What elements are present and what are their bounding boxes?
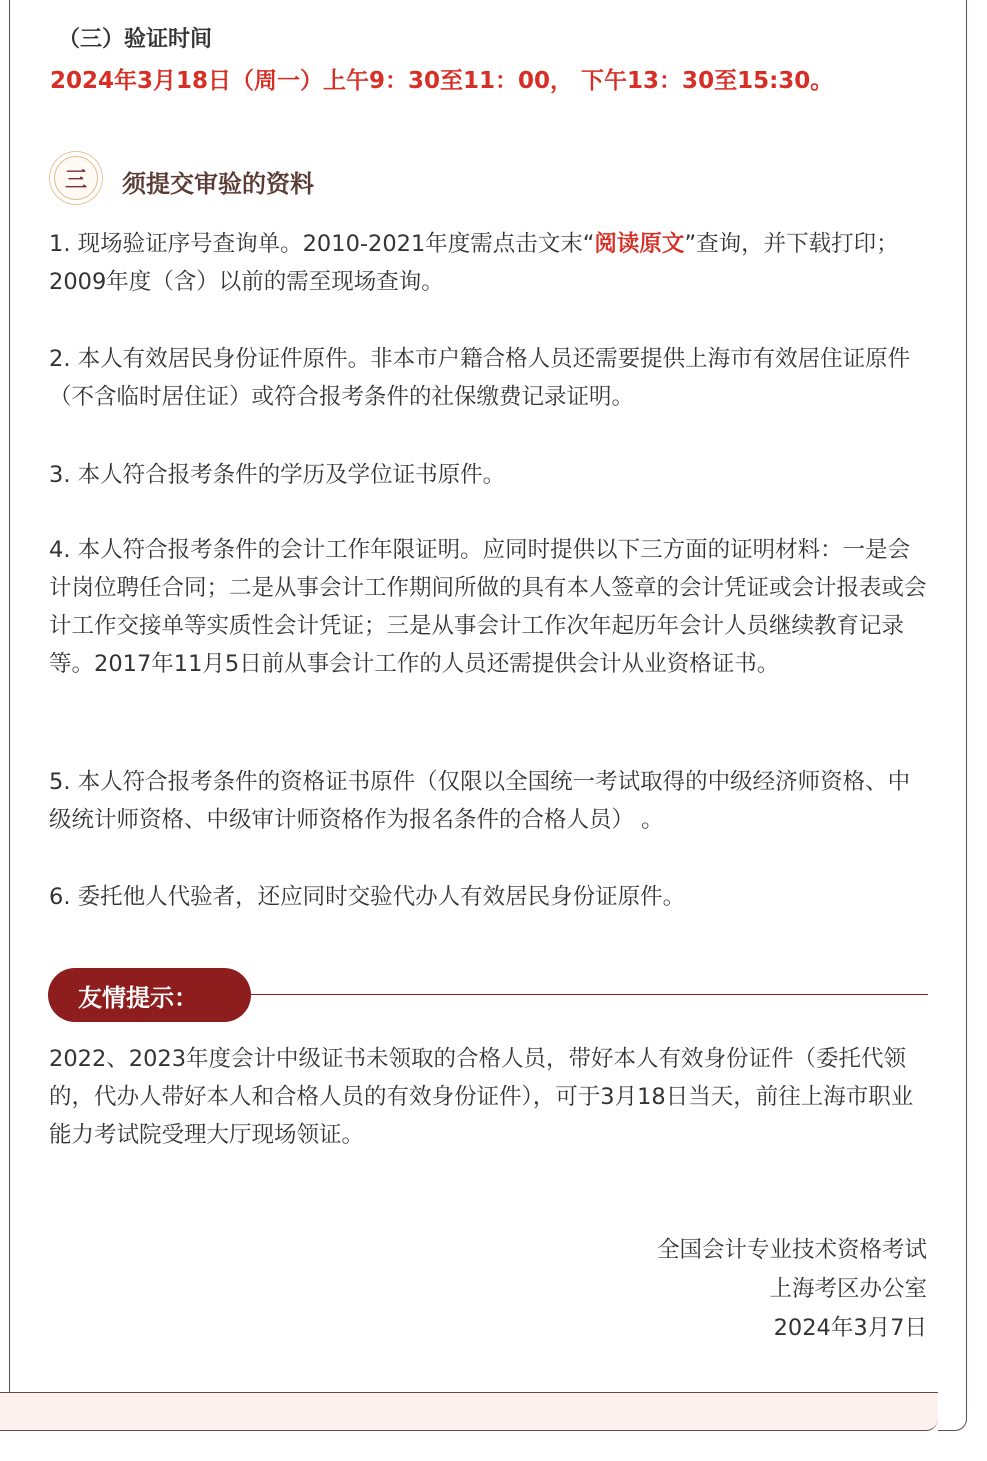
section-number-badge: 三 — [54, 156, 98, 200]
verification-time: 2024年3月18日（周一）上午9：30至11：00， 下午13：30至15:30。 — [50, 68, 834, 94]
item-1-text-after: ”查询，并下载打印；2009年度（含）以前的需至现场查询。 — [49, 231, 899, 295]
signature-date: 2024年3月7日 — [773, 1315, 927, 1341]
bottom-corner-curl — [938, 1392, 967, 1431]
tip-divider — [250, 994, 928, 995]
frame-left-border — [9, 0, 10, 1395]
list-item-6: 6. 委托他人代验者，还应同时交验代办人有效居民身份证原件。 — [49, 884, 686, 910]
list-item-1 — [49, 225, 931, 301]
tip-text: 2022、2023年度会计中级证书未领取的合格人员，带好本人有效身份证件（委托代领的，代办人带好本人和合格人员的有效身份证件），可于3月18日当天，前往上海市职业能力考试院受理大厅现场领证。 — [49, 1046, 914, 1148]
read-original-link[interactable]: 阅读原文 — [594, 231, 685, 257]
bottom-decor-band — [0, 1392, 938, 1431]
item-1-text-before: 1. 现场验证序号查询单。2010-2021年度需点击文末“ — [49, 231, 595, 257]
tip-label: 友情提示： — [48, 968, 251, 1022]
list-item-5: 5. 本人符合报考条件的资格证书原件（仅限以全国统一考试取得的中级经济师资格、中级统计师资格、中级审计师资格作为报名条件的合格人员） 。 — [49, 769, 911, 833]
section-title: 须提交审验的资料 — [122, 170, 314, 198]
signature-office: 上海考区办公室 — [769, 1276, 927, 1302]
signature-org: 全国会计专业技术资格考试 — [656, 1237, 927, 1263]
signature-block — [657, 1231, 927, 1348]
frame-right-border — [966, 0, 967, 1412]
list-item-3: 3. 本人符合报考条件的学历及学位证书原件。 — [49, 462, 506, 488]
subsection-title: （三）验证时间 — [58, 27, 213, 52]
list-item-4: 4. 本人符合报考条件的会计工作年限证明。应同时提供以下三方面的证明材料：一是会计岗位聘任合同；二是从事会计工作期间所做的具有本人签章的会计凭证或会计报表或会计工作交接单等实质性会计凭证；三是从事会计工作次年起历年会计人员继续教育记录等。2017年11月5日前从事会计工作的人员还需提供会计从业资格证书。 — [49, 537, 927, 677]
list-item-2: 2. 本人有效居民身份证件原件。非本市户籍合格人员还需要提供上海市有效居住证原件（不含临时居住证）或符合报考条件的社保缴费记录证明。 — [49, 346, 911, 410]
